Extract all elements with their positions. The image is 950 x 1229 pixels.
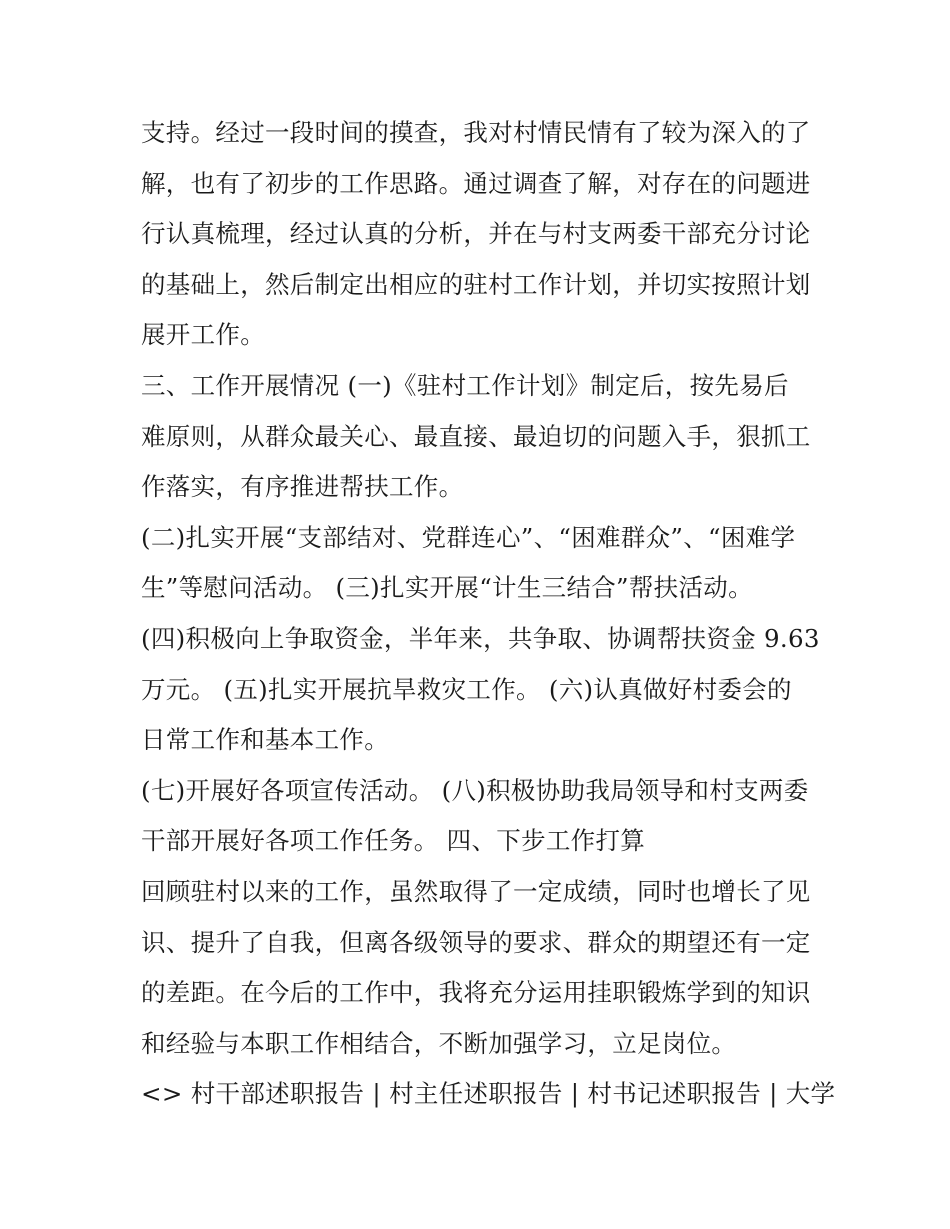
text-line: 和经验与本职工作相结合，不断加强学习，立足岗位。 [141, 1028, 737, 1058]
text-line: 识、提升了自我，但离各级领导的要求、群众的期望还有一定 [141, 927, 811, 957]
section-heading-line: 三、工作开展情况 (一)《驻村工作计划》制定后，按先易后 [141, 370, 789, 400]
text-line: (四)积极向上争取资金，半年来，共争取、协调帮扶资金 9.63 [141, 623, 820, 653]
text-line: 回顾驻村以来的工作，虽然取得了一定成绩，同时也增长了见 [141, 876, 811, 906]
text-line: 难原则，从群众最关心、最直接、最迫切的问题入手，狠抓工 [141, 421, 811, 451]
text-line: 日常工作和基本工作。 [141, 725, 389, 755]
text-line: 的基础上，然后制定出相应的驻村工作计划，并切实按照计划 [141, 269, 811, 299]
text-line: (二)扎实开展“支部结对、党群连心”、“困难群众”、“困难学 [141, 522, 796, 552]
text-line: 展开工作。 [141, 320, 265, 350]
text-line: (七)开展好各项宣传活动。 (八)积极协助我局领导和村支两委 [141, 775, 809, 805]
text-line: 万元。 (五)扎实开展抗旱救灾工作。 (六)认真做好村委会的 [141, 674, 792, 704]
document-body [141, 108, 836, 1120]
text-line: 支持。经过一段时间的摸查，我对村情民情有了较为深入的了 [141, 118, 811, 147]
text-line: 的差距。在今后的工作中，我将充分运用挂职锻炼学到的知识 [141, 978, 811, 1008]
text-line: 作落实，有序推进帮扶工作。 [141, 472, 464, 502]
related-links-line: <> 村干部述职报告 | 村主任述职报告 | 村书记述职报告 | 大学 [141, 1079, 836, 1109]
text-line: 解，也有了初步的工作思路。通过调查了解，对存在的问题进 [141, 168, 811, 198]
text-line: 生”等慰问活动。 (三)扎实开展“计生三结合”帮扶活动。 [141, 573, 753, 603]
text-line: 干部开展好各项工作任务。 四、下步工作打算 [141, 826, 646, 856]
text-line: 行认真梳理，经过认真的分析，并在与村支两委干部充分讨论 [141, 219, 811, 249]
